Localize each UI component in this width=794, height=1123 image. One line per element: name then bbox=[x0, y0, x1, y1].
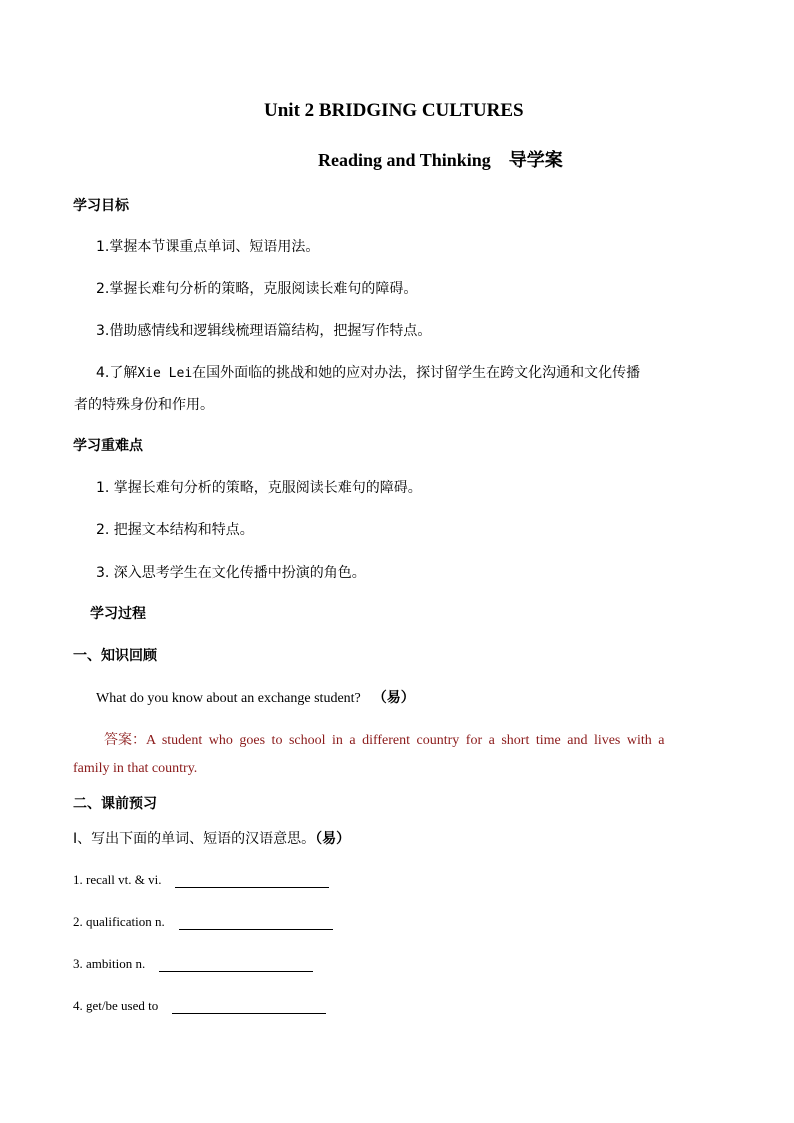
objective-4-prefix: 4.了解 bbox=[96, 365, 138, 381]
answer-continuation: family in that country. bbox=[73, 761, 198, 776]
instruction-text: I、写出下面的单词、短语的汉语意思。 bbox=[73, 831, 316, 847]
preview-heading: 二、课前预习 bbox=[73, 796, 157, 812]
vocab-term: 3. ambition n. bbox=[73, 956, 146, 971]
page-title: Unit 2 BRIDGING CULTURES bbox=[264, 100, 524, 121]
key-point-item: 2. 把握文本结构和特点。 bbox=[96, 522, 254, 538]
key-point-item: 1. 掌握长难句分析的策略，克服阅读长难句的障碍。 bbox=[96, 480, 422, 496]
key-point-item: 3. 深入思考学生在文化传播中扮演的角色。 bbox=[96, 565, 366, 581]
review-question bbox=[96, 687, 415, 707]
answer-text: A student who goes to school in a different country for a short time and lives with a bbox=[146, 733, 665, 748]
subtitle-text: Reading and Thinking bbox=[318, 150, 491, 170]
answer-blank[interactable] bbox=[179, 917, 333, 930]
vocab-term: 1. recall vt. & vi. bbox=[73, 872, 162, 887]
difficulty-badge: （易） bbox=[315, 831, 351, 847]
vocab-item bbox=[73, 998, 326, 1014]
objective-item: 1.掌握本节课重点单词、短语用法。 bbox=[96, 239, 320, 255]
answer-label: 答案： bbox=[104, 732, 146, 748]
preview-instruction bbox=[73, 828, 350, 848]
objective-4-name: Xie Lei bbox=[137, 366, 193, 381]
objective-item: 3.借助感情线和逻辑线梳理语篇结构，把握写作特点。 bbox=[96, 323, 432, 339]
vocab-term: 4. get/be used to bbox=[73, 998, 159, 1013]
vocab-item bbox=[73, 914, 333, 930]
answer-blank[interactable] bbox=[159, 959, 313, 972]
objective-item: 2.掌握长难句分析的策略，克服阅读长难句的障碍。 bbox=[96, 281, 418, 297]
review-heading: 一、知识回顾 bbox=[73, 648, 157, 664]
vocab-item bbox=[73, 872, 329, 888]
subtitle-cn: 导学案 bbox=[508, 150, 563, 171]
review-answer bbox=[104, 729, 664, 749]
objective-4-continuation: 者的特殊身份和作用。 bbox=[74, 397, 214, 413]
objectives-heading: 学习目标 bbox=[73, 198, 129, 214]
vocab-term: 2. qualification n. bbox=[73, 914, 165, 929]
process-heading: 学习过程 bbox=[90, 606, 146, 622]
difficulty-badge: （易） bbox=[372, 690, 415, 706]
objective-4-suffix: 在国外面临的挑战和她的应对办法，探讨留学生在跨文化沟通和文化传播 bbox=[192, 365, 641, 381]
question-text: What do you know about an exchange student? bbox=[96, 691, 361, 706]
answer-blank[interactable] bbox=[172, 1001, 326, 1014]
objective-item-4 bbox=[96, 362, 640, 382]
answer-blank[interactable] bbox=[175, 875, 329, 888]
vocab-item bbox=[73, 956, 313, 972]
key-points-heading: 学习重难点 bbox=[73, 438, 143, 454]
page-subtitle bbox=[318, 146, 563, 172]
